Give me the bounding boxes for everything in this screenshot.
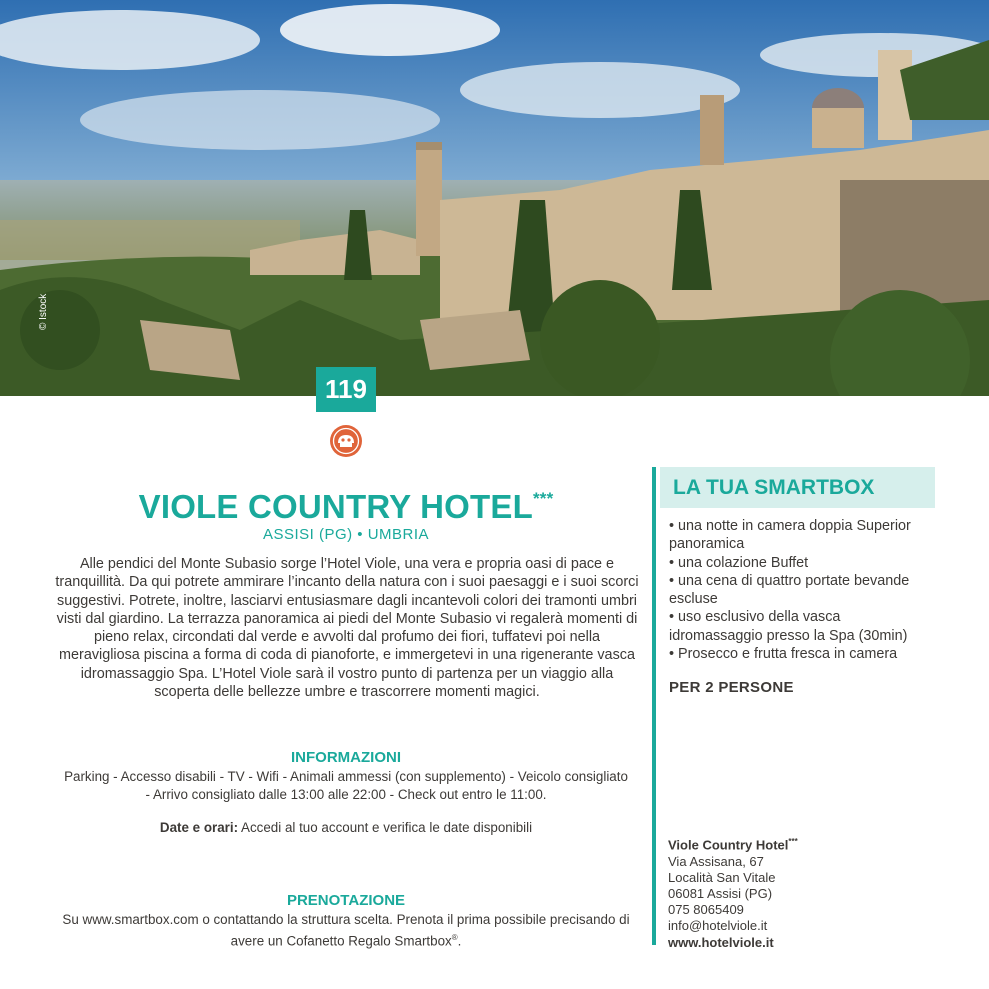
list-item: • Prosecco e frutta fresca in camera (669, 646, 898, 663)
landscape-photo-icon (0, 0, 989, 396)
list-item: • una notte in camera doppia Superior panoramica (669, 518, 911, 553)
hotel-name: VIOLE COUNTRY HOTEL*** (138, 488, 554, 525)
contact-website[interactable]: www.hotelviole.it (668, 934, 774, 950)
informazioni-heading: INFORMAZIONI (291, 749, 401, 766)
registered-mark: ® (451, 933, 458, 942)
contact-stars: *** (788, 837, 798, 846)
hotel-description: Alle pendici del Monte Subasio sorge l’Hotel Viole, una vera e propria oasi di pace e tranquillità. Da qui potrete ammirare l’incanto della natura con i suoi paesaggi e i suoi scorci suggestivi. Potrete, inoltre, lasciarvi entusiasmare dagli incantevoli colori dei tramonti umbri visti dal giardino. La terrazza panoramica ai piedi del Monte Subasio vi regalerà momenti di pieno relax, circondati dal verde e avvolti dal profumo dei fiori, tuffatevi poi nella meravigliosa piscina a forma di coda di pianoforte, e immergetevi in una rigenerante vasca idromassaggio Spa. L’Hotel Viole sarà il vostro punto di partenza per un viaggio alla scoperta delle bellezze umbre e trascorrere momenti magici. (55, 556, 639, 701)
contact-address-street: Via Assisana, 67 (668, 853, 764, 869)
hotel-contact (668, 834, 798, 951)
informazioni-text: Parking - Accesso disabili - TV - Wifi - Animali ammessi (con supplemento) - Veicolo consigliato - Arrivo consigliato dalle 13:00 alle 22:00 - Check out entro le 11:00. (64, 769, 628, 802)
contact-address-locality: Località San Vitale (668, 869, 776, 885)
hero-photo (0, 0, 989, 396)
prenotazione-text: Su www.smartbox.com o contattando la struttura scelta. Prenota il prima possibile precisando di avere un Cofanetto Regalo Smartbox®. (62, 912, 630, 949)
contact-name: Viole Country Hotel*** (668, 837, 798, 853)
contact-email[interactable]: info@hotelviole.it (668, 918, 768, 934)
hotel-location: ASSISI (PG) • UMBRIA (262, 526, 430, 543)
dates-label: Date e orari: (159, 820, 239, 835)
prenotazione-heading: PRENOTAZIONE (286, 892, 406, 909)
smartbox-list (669, 517, 969, 663)
contact-phone: 075 8065409 (668, 902, 744, 918)
list-item: • uso esclusivo della vasca idromassaggio presso la Spa (30min) (669, 609, 908, 644)
page-number: 119 (325, 374, 367, 404)
page-number-badge (316, 367, 376, 412)
dates-text: Accedi al tuo account e verifica le date disponibili (241, 820, 533, 835)
contact-address-city: 06081 Assisi (PG) (668, 885, 773, 901)
list-item: • una cena di quattro portate bevande escluse (669, 572, 910, 608)
photo-credit: © Istock (38, 293, 49, 330)
hotel-stars: *** (532, 489, 554, 508)
persons-label: PER 2 PERSONE (669, 679, 794, 696)
smartbox-heading: LA TUA SMARTBOX (660, 467, 935, 508)
spa-icon (329, 424, 363, 458)
dates-info (60, 819, 632, 837)
list-item: • una colazione Buffet (669, 554, 809, 571)
sidebar-divider (652, 467, 656, 945)
